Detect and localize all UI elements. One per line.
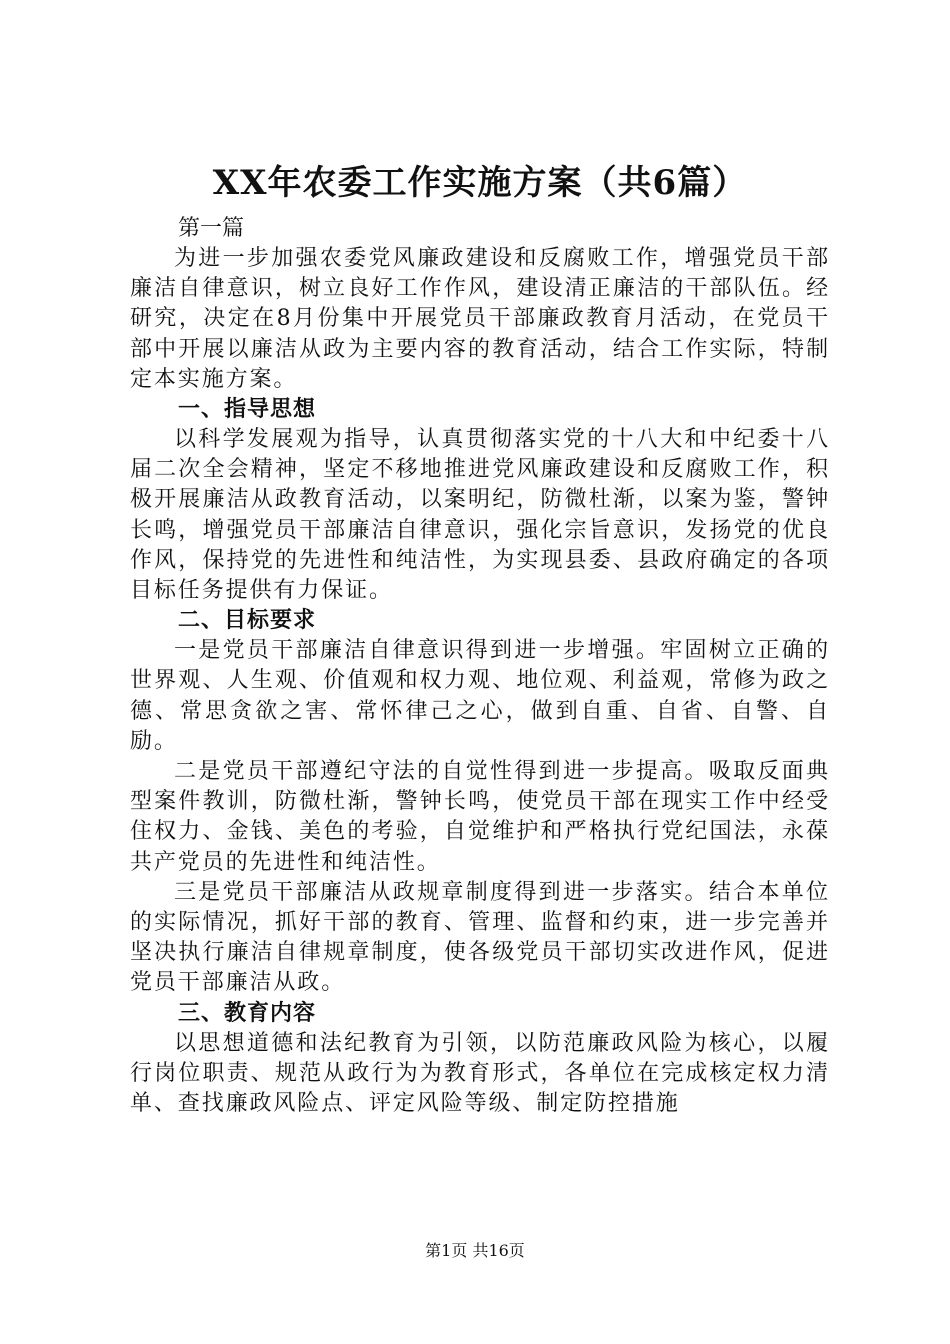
- intro-paragraph: 为进一步加强农委党风廉政建设和反腐败工作，增强党员干部廉洁自律意识，树立良好工作作风，建设清正廉洁的干部队伍。经研究，决定在8月份集中开展党员干部廉政教育月活动，在党员干部中开展以廉洁从政为主要内容的教育活动，结合工作实际，特制定本实施方案。: [130, 246, 830, 392]
- paragraph: 二是党员干部遵纪守法的自觉性得到进一步提高。吸取反面典型案件教训，防微杜渐，警钟长鸣，使党员干部在现实工作中经受住权力、金钱、美色的考验，自觉维护和严格执行党纪国法，永葆共产党员的先进性和纯洁性。: [130, 759, 830, 875]
- document-title: XX年农委工作实施方案（共6篇）: [212, 163, 748, 203]
- paragraph: 三是党员干部廉洁从政规章制度得到进一步落实。结合本单位的实际情况，抓好干部的教育、管理、监督和约束，进一步完善并坚决执行廉洁自律规章制度，使各级党员干部切实改进作风，促进党员干部廉洁从政。: [130, 879, 830, 996]
- paragraph: 以思想道德和法纪教育为引领，以防范廉政风险为核心，以履行岗位职责、规范从政行为为教育形式，各单位在完成核定权力清单、查找廉政风险点、评定风险等级、制定防控措施: [130, 1030, 830, 1117]
- page-footer: 第1页 共16页: [425, 1241, 525, 1260]
- section-heading-goals: 二、目标要求: [178, 608, 317, 634]
- document-page: [130, 160, 830, 1119]
- section-heading-guiding-ideology: 一、指导思想: [178, 397, 317, 423]
- section-heading-education-content: 三、教育内容: [178, 1000, 317, 1026]
- part-label: 第一篇: [178, 216, 245, 241]
- paragraph: 以科学发展观为指导，认真贯彻落实党的十八大和中纪委十八届二次全会精神，坚定不移地推进党风廉政建设和反腐败工作，积极开展廉洁从政教育活动，以案明纪，防微杜渐，以案为鉴，警钟长鸣，增强党员干部廉洁自律意识，强化宗旨意识，发扬党的优良作风，保持党的先进性和纯洁性，为实现县委、县政府确定的各项目标任务提供有力保证。: [130, 427, 830, 604]
- paragraph: 一是党员干部廉洁自律意识得到进一步增强。牢固树立正确的世界观、人生观、价值观和权力观、地位观、利益观，常修为政之德、常思贪欲之害、常怀律己之心，做到自重、自省、自警、自励。: [130, 638, 830, 754]
